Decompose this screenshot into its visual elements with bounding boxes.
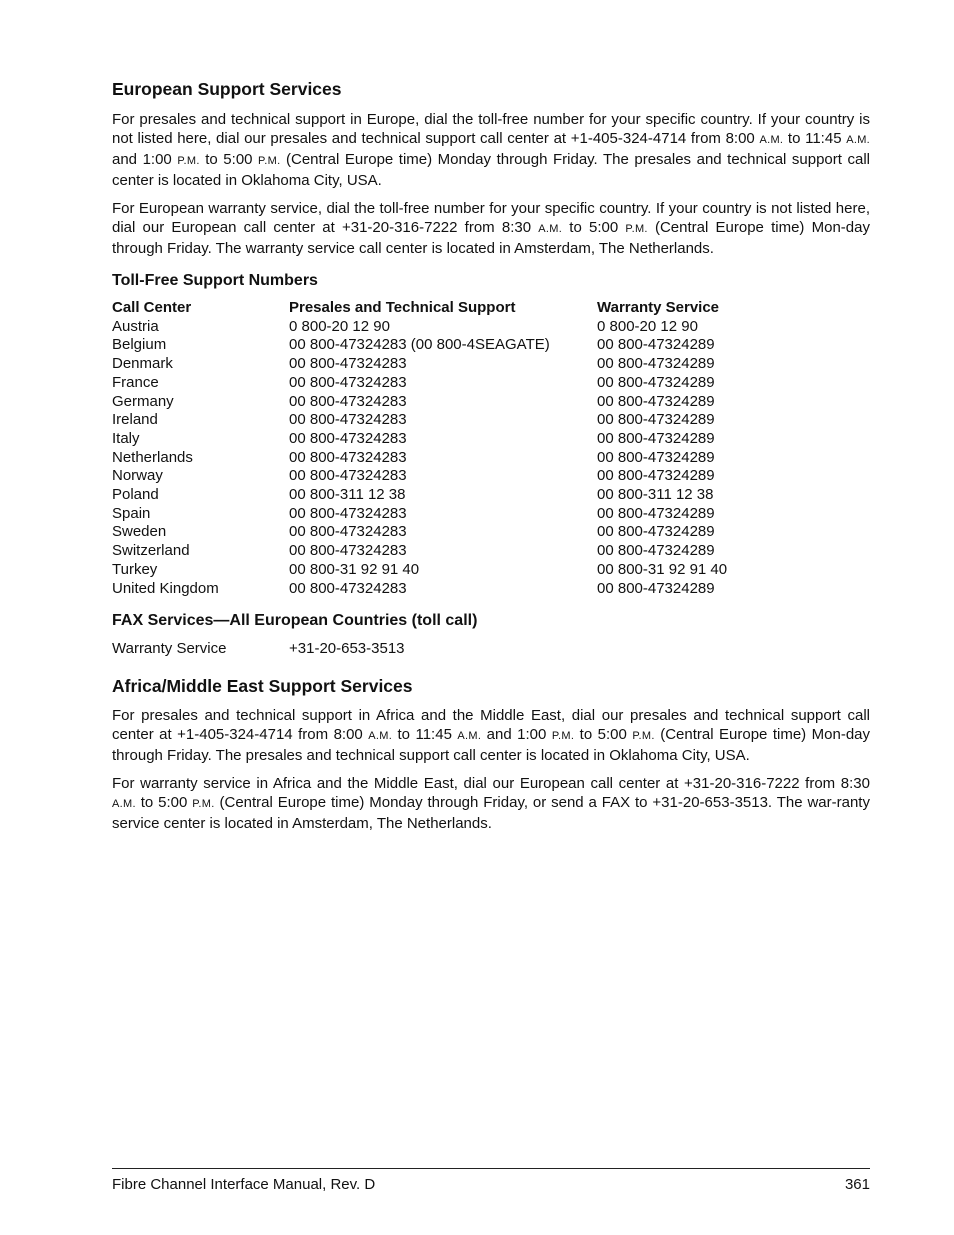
table-row: [112, 355, 870, 374]
presales-number-cell: 00 800-47324283: [289, 504, 407, 522]
table-row: [112, 486, 870, 505]
table-row: [112, 374, 870, 393]
warranty-number-cell: 00 800-47324289: [597, 504, 715, 522]
table-row: [112, 336, 870, 355]
european-heading: European Support Services: [112, 79, 342, 99]
country-cell: Sweden: [112, 523, 167, 541]
table-header-row: [112, 299, 870, 318]
country-cell: France: [112, 373, 159, 391]
presales-number-cell: 00 800-47324283 (00 800-4SEAGATE): [289, 336, 550, 354]
country-cell: Denmark: [112, 355, 173, 373]
warranty-number-cell: 00 800-47324289: [597, 392, 715, 410]
warranty-number-cell: 00 800-47324289: [597, 579, 715, 597]
warranty-number-cell: 00 800-47324289: [597, 355, 715, 373]
presales-number-cell: 00 800-47324283: [289, 523, 407, 541]
footer-title: Fibre Channel Interface Manual, Rev. D: [112, 1176, 376, 1193]
warranty-number-cell: 00 800-47324289: [597, 467, 715, 485]
page-number: 361: [844, 1176, 870, 1193]
footer-divider: [112, 1168, 870, 1169]
country-cell: Poland: [112, 486, 159, 504]
presales-number-cell: 00 800-47324283: [289, 392, 407, 410]
country-cell: Spain: [112, 504, 151, 522]
presales-number-cell: 0 800-20 12 90: [289, 317, 390, 335]
fax-row: [112, 639, 870, 658]
warranty-number-cell: 00 800-311 12 38: [597, 486, 714, 504]
presales-number-cell: 00 800-47324283: [289, 448, 407, 466]
presales-number-cell: 00 800-31 92 91 40: [289, 560, 420, 578]
warranty-number-cell: 00 800-47324289: [597, 411, 715, 429]
warranty-number-cell: 00 800-47324289: [597, 429, 715, 447]
fax-label: Warranty Service: [112, 640, 227, 658]
warranty-number-cell: 00 800-47324289: [597, 523, 715, 541]
table-row: [112, 430, 870, 449]
country-cell: Italy: [112, 429, 140, 447]
warranty-number-cell: 00 800-47324289: [597, 336, 715, 354]
table-row: [112, 318, 870, 337]
table-row: [112, 449, 870, 468]
table-row: [112, 561, 870, 580]
tollfree-heading: Toll-Free Support Numbers: [112, 272, 318, 289]
presales-number-cell: 00 800-47324283: [289, 373, 407, 391]
column-header: Warranty Service: [597, 299, 720, 316]
country-cell: Norway: [112, 467, 163, 485]
presales-number-cell: 00 800-47324283: [289, 411, 407, 429]
presales-number-cell: 00 800-47324283: [289, 579, 407, 597]
warranty-number-cell: 00 800-31 92 91 40: [597, 560, 728, 578]
warranty-number-cell: 00 800-47324289: [597, 373, 715, 391]
presales-number-cell: 00 800-47324283: [289, 355, 407, 373]
country-cell: Turkey: [112, 560, 158, 578]
warranty-number-cell: 00 800-47324289: [597, 542, 715, 560]
fax-heading: FAX Services—All European Countries (toll call): [112, 612, 478, 630]
fax-number: +31-20-653-3513: [289, 640, 405, 658]
tollfree-table-body: [112, 318, 870, 599]
africa-heading: Africa/Middle East Support Services: [112, 676, 413, 697]
africa-para-2: For warranty service in Africa and the Middle East, dial our European call center at +31-20-316-7222 from 8:30 A.M. to 5:00 P.M. (Central Europe time) Monday through Friday, or send a FAX to +31-20-653-3513. The war-ranty service center is located in Amsterdam, The Netherlands.: [112, 775, 870, 833]
presales-number-cell: 00 800-47324283: [289, 467, 407, 485]
country-cell: United Kingdom: [112, 579, 219, 597]
table-row: [112, 542, 870, 561]
country-cell: Austria: [112, 317, 159, 335]
presales-number-cell: 00 800-47324283: [289, 542, 407, 560]
column-header: Presales and Technical Support: [289, 299, 516, 316]
european-para-2: For European warranty service, dial the toll-free number for your specific country. If your country is not listed here, dial our European call center at +31-20-316-7222 from 8:30 A.M. to 5:00 P.M. (Central Europe time) Mon-day through Friday. The warranty service call center is located in Amsterdam, The Netherlands.: [112, 200, 870, 257]
country-cell: Ireland: [112, 411, 158, 429]
warranty-number-cell: 0 800-20 12 90: [597, 317, 698, 335]
tollfree-table: [112, 299, 870, 598]
page-content: [112, 78, 870, 833]
table-row: [112, 505, 870, 524]
country-cell: Netherlands: [112, 448, 193, 466]
table-row: [112, 580, 870, 599]
presales-number-cell: 00 800-311 12 38: [289, 486, 406, 504]
table-row: [112, 411, 870, 430]
country-cell: Belgium: [112, 336, 167, 354]
table-row: [112, 523, 870, 542]
european-para-1: For presales and technical support in Europe, dial the toll-free number for your specific country. If your country is not listed here, dial our presales and technical support call center at +1-405-324-4714 from 8:00 A.M. to 11:45 A.M. and 1:00 P.M. to 5:00 P.M. (Central Europe time) Monday through Friday. The presales and technical support call center is located in Oklahoma City, USA.: [112, 111, 871, 189]
warranty-number-cell: 00 800-47324289: [597, 448, 715, 466]
table-row: [112, 393, 870, 412]
country-cell: Switzerland: [112, 542, 190, 560]
country-cell: Germany: [112, 392, 174, 410]
column-header: Call Center: [112, 299, 192, 316]
table-row: [112, 467, 870, 486]
africa-para-1: For presales and technical support in Africa and the Middle East, dial our presales and technical support call center at +1-405-324-4714 from 8:00 A.M. to 11:45 A.M. and 1:00 P.M. to 5:00 P.M. (Central Europe time) Mon-day through Friday. The presales and technical support call center is located in Oklahoma City, USA.: [112, 707, 870, 765]
presales-number-cell: 00 800-47324283: [289, 429, 407, 447]
